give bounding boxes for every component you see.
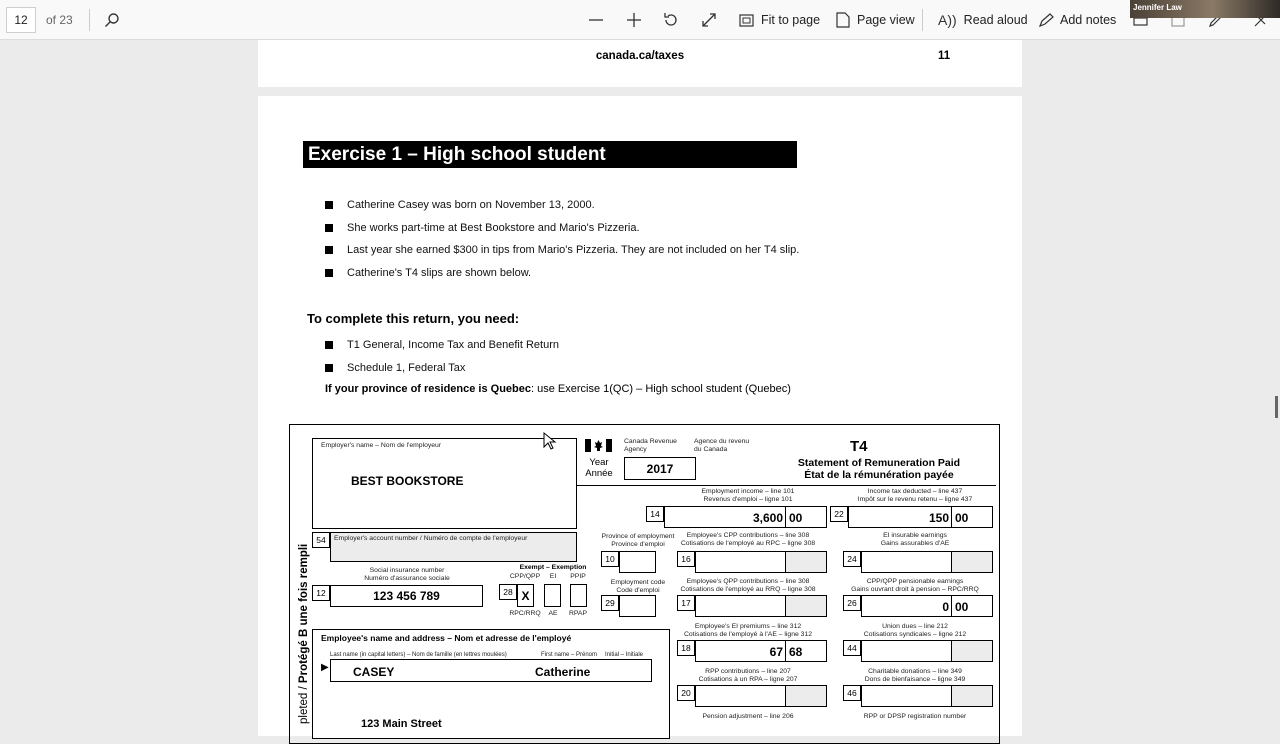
box-22-field: [848, 506, 993, 528]
box-14-code: 14: [646, 506, 664, 522]
box-52-label: Pension adjustment – line 206: [702, 713, 794, 720]
section-heading: To complete this return, you need:: [307, 311, 520, 326]
side-text: [291, 495, 310, 724]
box-26-label: [835, 578, 995, 594]
box-46-field: [861, 685, 993, 707]
list-item: Catherine Casey was born on November 13, 2000.: [325, 199, 595, 211]
side-text-bold: Protégé B une fois rempli: [298, 543, 310, 684]
form-title-fr: État de la rémunération payée: [804, 469, 954, 481]
cents-divider: [785, 507, 786, 527]
box-26-code: 26: [843, 595, 861, 611]
box-44-label-en: Union dues – line 212: [882, 623, 948, 630]
box-18-dollars: 67: [769, 645, 783, 659]
page-view-label: Page view: [857, 13, 915, 27]
box-14-dollars: 3,600: [752, 511, 783, 525]
employer-name-label: Employer's name – Nom de l'employeur: [321, 442, 442, 449]
box-46-label-en: Charitable donations – line 349: [868, 668, 962, 675]
employer-name: BEST BOOKSTORE: [351, 474, 464, 488]
scrollbar-thumb[interactable]: [1275, 396, 1278, 418]
box-20-label-en: RPP contributions – line 207: [705, 668, 791, 675]
employee-first-name: Catherine: [535, 665, 591, 679]
year-field: 2017: [624, 457, 696, 480]
cents-shade: [786, 686, 826, 706]
exempt-label: Exempt – Exemption: [519, 564, 587, 571]
cents-divider: [785, 641, 786, 661]
box-16-label-fr: Cotisations de l'employé au RPC – ligne 308: [680, 540, 816, 547]
box-26-field: [861, 595, 993, 617]
side-text-prefix: pleted /: [298, 686, 310, 724]
box-26-cents: 00: [955, 600, 969, 614]
form-title: [770, 457, 988, 481]
box-14-cents: 00: [789, 511, 803, 525]
box-22-label-fr: Impôt sur le revenu retenu – ligne 437: [857, 496, 973, 503]
first-name-label: First name – Prénom: [541, 652, 598, 658]
box-17-label-fr: Cotisations de l'employé au RRQ – ligne 308: [680, 586, 816, 593]
last-name-label: Last name (in capital letters) – Nom de famille (en lettres moulées): [330, 652, 507, 658]
cra-name-en: Canada Revenue Agency: [624, 438, 677, 453]
list-item: Schedule 1, Federal Tax: [325, 362, 465, 374]
box-44-label-fr: Cotisations syndicales – ligne 212: [863, 631, 967, 638]
list-item: Catherine's T4 slips are shown below.: [325, 267, 531, 279]
box-20-label-fr: Cotisations à un RPA – ligne 207: [698, 676, 798, 683]
sin-field: 123 456 789: [330, 585, 483, 607]
box-18-label: [668, 623, 828, 639]
list-item: T1 General, Income Tax and Benefit Return: [325, 339, 559, 351]
cents-divider: [951, 596, 952, 616]
box-24-label-en: EI insurable earnings: [883, 532, 947, 539]
year-label-fr: Année: [585, 468, 613, 479]
box-17-field: [695, 595, 827, 617]
box-54-label: Employer's account number / Numéro de compte de l'employeur: [334, 535, 528, 542]
rpc-rrq-label: RPC/RRQ: [509, 610, 541, 617]
form-title-en: Statement of Remuneration Paid: [797, 457, 961, 469]
box-28-ppip-field: [570, 584, 587, 607]
box-24-field: [861, 551, 993, 573]
box-44-label: [835, 623, 995, 639]
initial-label: Initial – Initiale: [605, 652, 644, 658]
sin-label: [312, 567, 502, 583]
webcam-name: Jennifer Law: [1133, 3, 1182, 12]
employee-box: [312, 629, 670, 739]
box-24-code: 24: [843, 551, 861, 567]
add-notes-label: Add notes: [1060, 13, 1117, 27]
quebec-note: [325, 383, 791, 395]
toolbar-divider: [922, 9, 923, 31]
rpap-label: RPAP: [568, 610, 587, 617]
canada-flag-icon: [585, 439, 612, 457]
fit-to-page-icon: [739, 14, 754, 27]
toolbar-divider: [89, 9, 90, 31]
list-item: She works part-time at Best Bookstore and Mario's Pizzeria.: [325, 222, 640, 234]
cents-divider: [951, 507, 952, 527]
box-18-field: [695, 640, 827, 662]
box-50-label: RPP or DPSP registration number: [863, 713, 967, 720]
box-29-field: [619, 595, 656, 617]
page-count: of 23: [46, 13, 73, 27]
cents-shade: [952, 686, 992, 706]
box-17-code: 17: [677, 595, 695, 611]
page-view-icon: [836, 12, 850, 28]
ei-label: EI: [549, 573, 557, 580]
footer-page-number: 11: [938, 50, 951, 62]
box-20-field: [695, 685, 827, 707]
page-view-button[interactable]: [836, 0, 915, 40]
cpp-qpp-label: CPP/QPP: [509, 573, 541, 580]
document-viewer[interactable]: [0, 40, 1280, 730]
box-22-dollars: 150: [928, 511, 949, 525]
box-14-label-en: Employment income – line 101: [701, 488, 795, 495]
province-label-en: Province of employment: [601, 533, 675, 540]
employee-address: 123 Main Street: [361, 718, 442, 730]
box-28-code: 28: [499, 584, 517, 600]
form-code: T4: [850, 438, 868, 455]
pdf-toolbar: [0, 0, 1280, 40]
mouse-cursor-icon: [543, 432, 555, 455]
employer-name-box: [312, 438, 577, 529]
cra-name-fr: Agence du revenu du Canada: [694, 438, 750, 453]
province-label-fr: Province d'emploi: [611, 541, 665, 548]
box-24-label: [835, 532, 995, 548]
read-aloud-label: Read aloud: [963, 13, 1028, 27]
box-10-code: 10: [601, 551, 619, 567]
box-18-cents: 68: [789, 645, 803, 659]
box-22-cents: 00: [955, 511, 969, 525]
box-28-cpp-field: X: [517, 584, 534, 607]
box-16-label-en: Employee's CPP contributions – line 308: [686, 532, 810, 539]
employee-name-field: [330, 659, 652, 682]
sin-label-en: Social insurance number: [369, 567, 445, 574]
box-20-label: [668, 668, 828, 684]
footer-url: canada.ca/taxes: [595, 50, 685, 62]
box-44-code: 44: [843, 640, 861, 656]
employment-code-label-fr: Code d'emploi: [616, 587, 660, 594]
quebec-note-bold: If your province of residence is Quebec: [325, 383, 532, 395]
fullscreen-icon[interactable]: [701, 0, 717, 40]
add-notes-button[interactable]: [1038, 0, 1116, 40]
box-46-code: 46: [843, 685, 861, 701]
box-46-label-fr: Dons de bienfaisance – ligne 349: [864, 676, 966, 683]
cents-shade: [786, 552, 826, 572]
box-16-code: 16: [677, 551, 695, 567]
ae-label: AE: [548, 610, 558, 617]
t4-slip: [289, 424, 1000, 744]
box-29-code: 29: [601, 595, 619, 611]
box-14-label: [668, 488, 828, 504]
page-number-value: 12: [14, 13, 28, 27]
box-14-label-fr: Revenus d'emploi – ligne 101: [703, 496, 793, 503]
read-aloud-icon: A)): [938, 12, 957, 28]
employment-code-label-en: Employment code: [610, 579, 666, 586]
box-28-ei-field: [544, 584, 561, 607]
box-10-field: [619, 551, 656, 573]
box-14-field: [664, 506, 827, 528]
box-26-label-fr: Gains ouvrant droit à pension – RPC/RRQ: [851, 586, 979, 593]
previous-page: [258, 40, 1022, 87]
page-number-input[interactable]: [6, 7, 36, 33]
webcam-overlay: [1130, 0, 1280, 18]
box-26-dollars: 0: [942, 600, 949, 614]
box-16-field: [695, 551, 827, 573]
sin-label-fr: Numéro d'assurance sociale: [364, 575, 450, 582]
current-page: [258, 96, 1022, 736]
add-notes-icon: [1038, 13, 1053, 28]
search-icon[interactable]: [104, 0, 120, 40]
box-18-label-en: Employee's EI premiums – line 312: [694, 623, 802, 630]
box-18-code: 18: [677, 640, 695, 656]
box-20-code: 20: [677, 685, 695, 701]
zoom-out-icon[interactable]: [588, 0, 604, 40]
box-26-label-en: CPP/QPP pensionable earnings: [866, 578, 964, 585]
exercise-title: Exercise 1 – High school student: [303, 141, 797, 168]
cents-shade: [952, 641, 992, 661]
ppip-label: PPIP: [570, 573, 586, 580]
box-16-label: [668, 532, 828, 548]
cents-shade: [952, 552, 992, 572]
box-22-label: [835, 488, 995, 504]
box-18-label-fr: Cotisations de l'employé à l'AE – ligne 312: [683, 631, 813, 638]
box-24-label-fr: Gains assurables d'AE: [880, 540, 950, 547]
year-label: [584, 457, 614, 479]
year-label-en: Year: [589, 457, 609, 468]
zoom-in-icon[interactable]: [626, 0, 642, 40]
box-22-code: 22: [830, 506, 848, 522]
quebec-note-text: : use Exercise 1(QC) – High school student (Quebec): [531, 383, 791, 395]
fit-to-page-label: Fit to page: [761, 13, 821, 27]
box-17-label: [668, 578, 828, 594]
box-22-label-en: Income tax deducted – line 437: [867, 488, 963, 495]
box-12-code: 12: [312, 585, 330, 601]
box-44-field: [861, 640, 993, 662]
box-46-label: [835, 668, 995, 684]
header-rule: [577, 485, 996, 486]
arrow-icon: ▶: [321, 662, 329, 673]
employee-heading: Employee's name and address – Nom et adresse de l'employé: [321, 633, 572, 643]
box-17-label-en: Employee's QPP contributions – line 308: [686, 578, 810, 585]
box-54-field: [330, 532, 577, 562]
fit-to-page-button[interactable]: [739, 0, 820, 40]
cents-shade: [786, 596, 826, 616]
box-54-code: 54: [312, 532, 330, 548]
list-item: Last year she earned $300 in tips from Mario's Pizzeria. They are not included on her T4 slip.: [325, 244, 799, 256]
rotate-icon[interactable]: [663, 0, 679, 40]
read-aloud-button[interactable]: [938, 0, 1028, 40]
employee-last-name: CASEY: [353, 665, 395, 679]
